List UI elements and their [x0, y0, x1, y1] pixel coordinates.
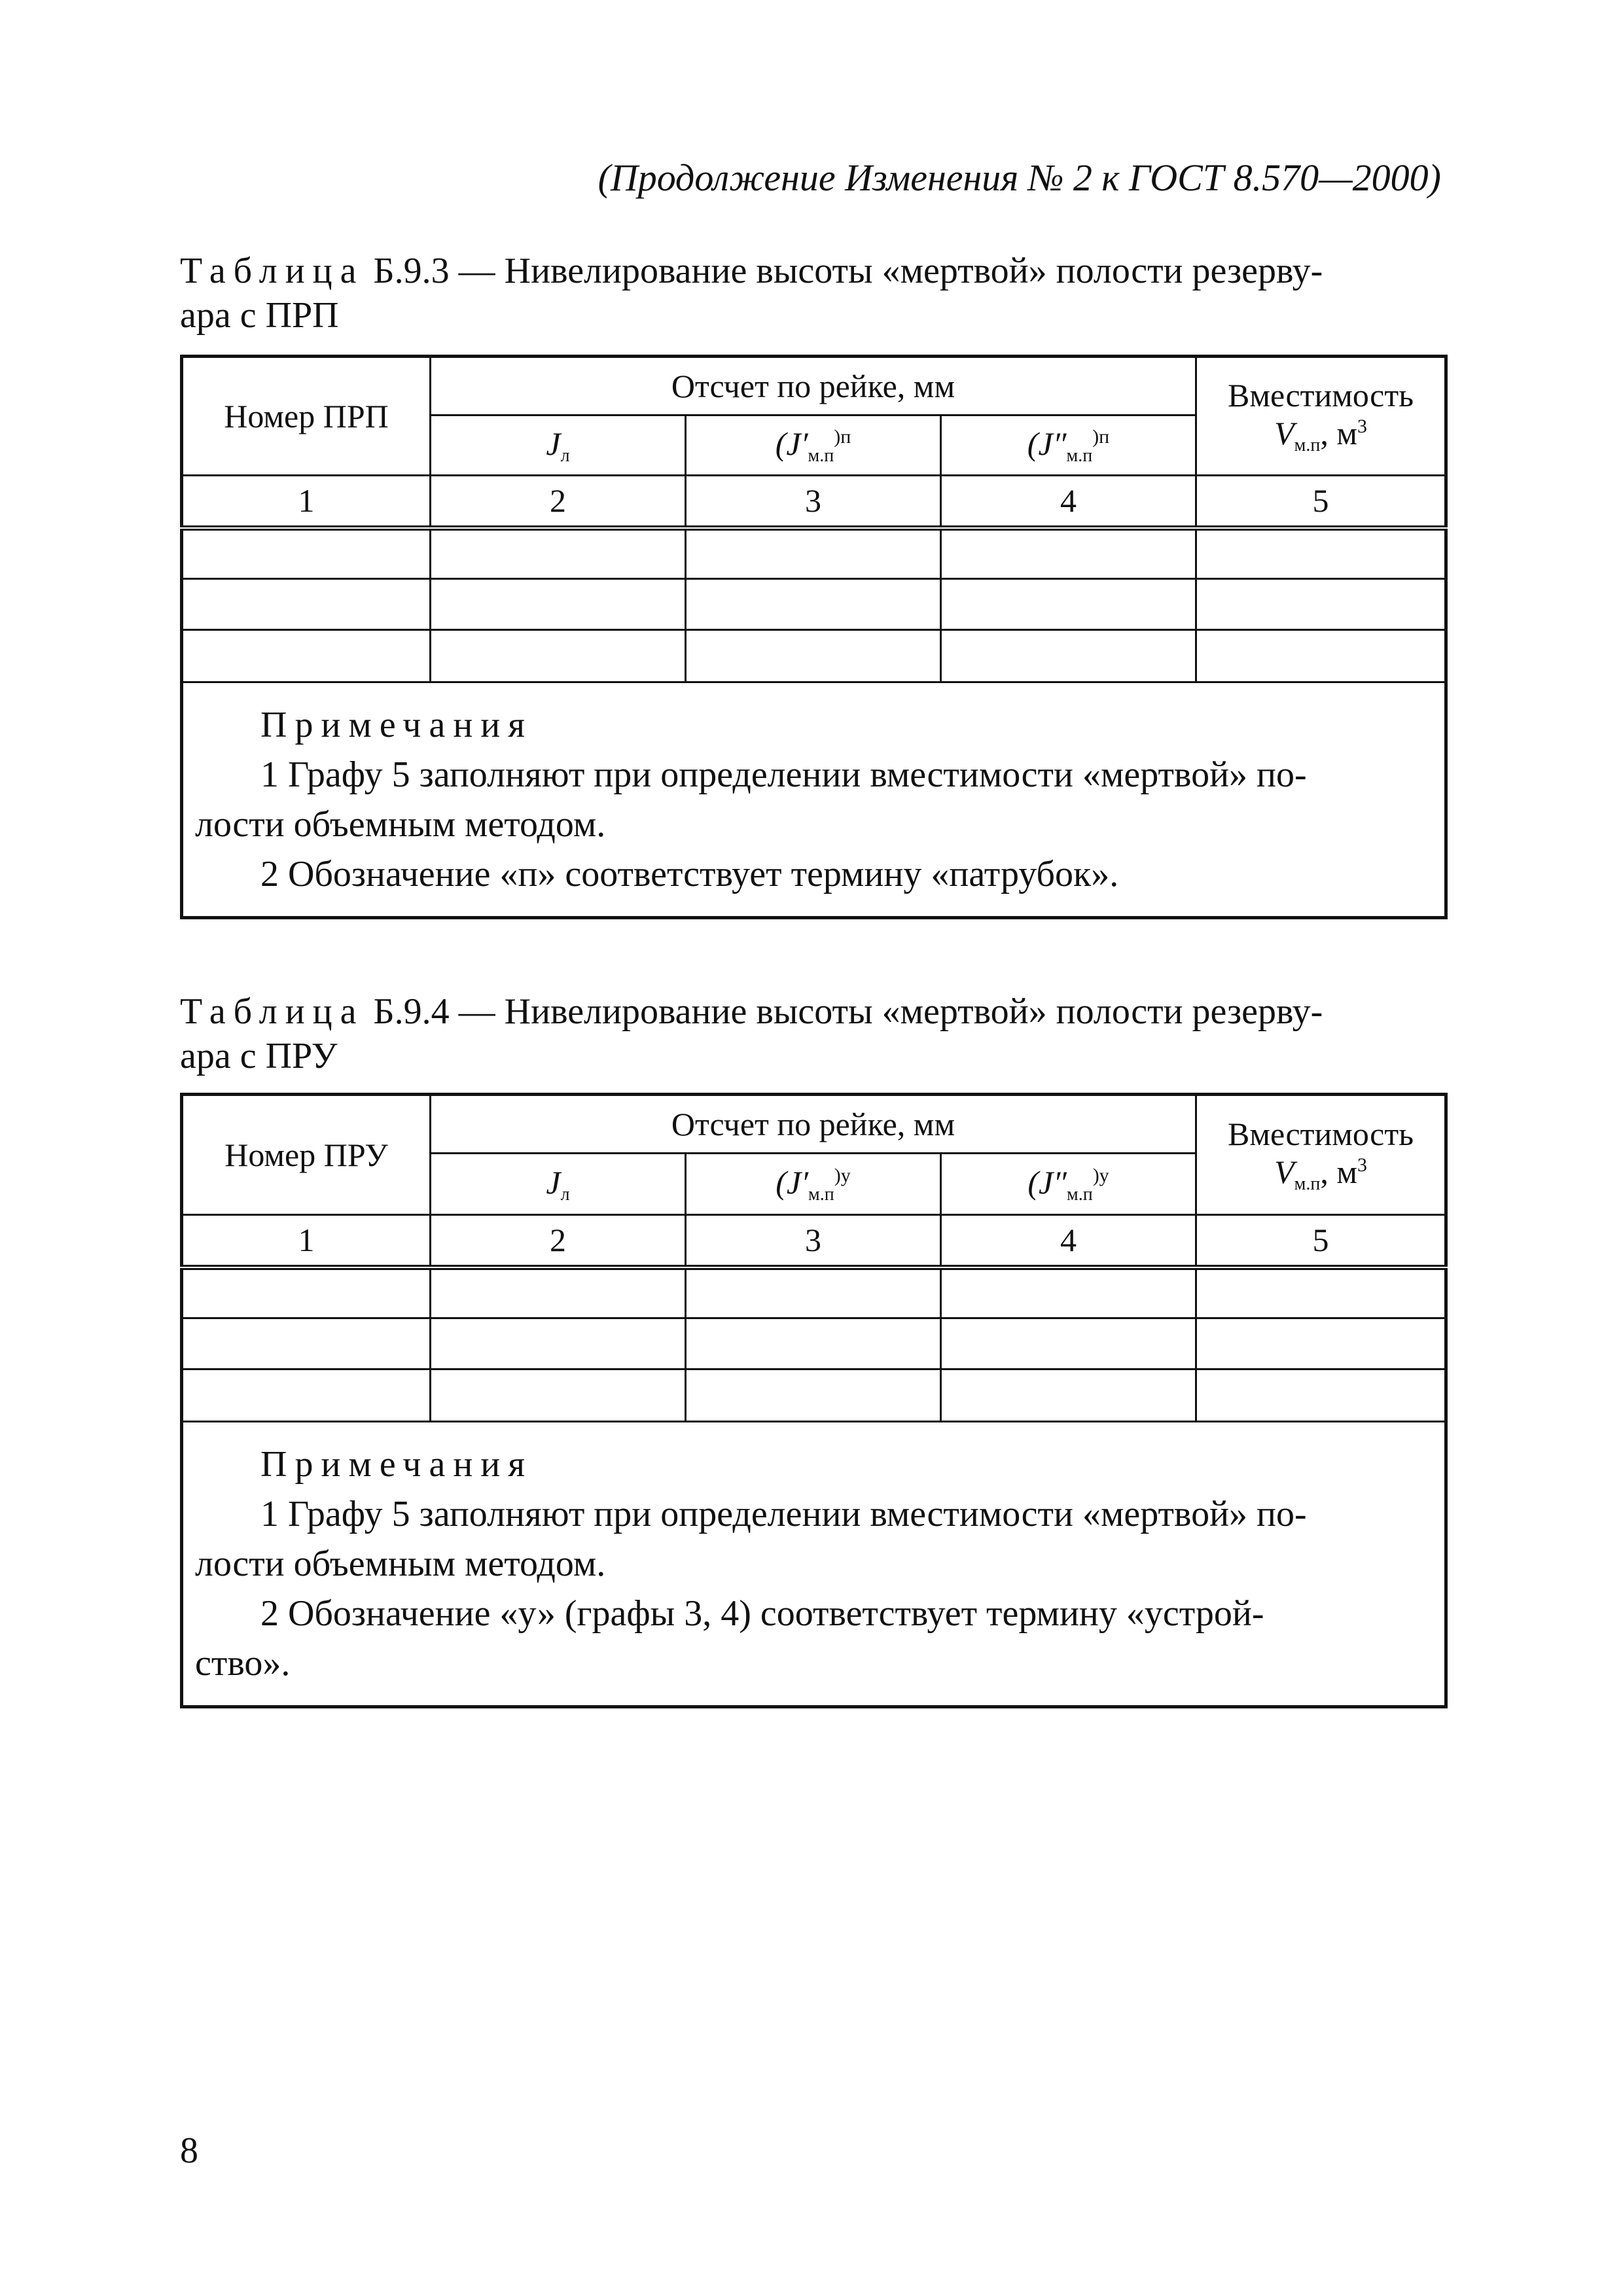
- table1-caption-text: Б.9.3 — Нивелирование высоты «мертвой» полости резерву-: [373, 251, 1323, 291]
- table1-notes: [182, 682, 1446, 918]
- table2-empty-row: [182, 1318, 1446, 1369]
- table1-subheader-j2: ($J''_{м.п}^{)п}$: [941, 415, 1196, 476]
- table1-note1: 1 Графу 5 заполняют при определении вместимости «мертвой» по-: [260, 754, 1307, 795]
- table1-colnum: 4: [941, 476, 1196, 528]
- table1-empty-row: [182, 528, 1446, 579]
- table2-empty-row: [182, 1369, 1446, 1422]
- table2-caption: [180, 989, 1443, 1078]
- table2-colnum: 3: [686, 1215, 941, 1267]
- table1-colnum: 3: [686, 476, 941, 528]
- table2-header-reading: Отсчет по рейке, мм: [431, 1095, 1196, 1154]
- table2-colnum: 4: [941, 1215, 1196, 1267]
- table2-colnum: 5: [1196, 1215, 1446, 1267]
- table1-colnum: 1: [182, 476, 431, 528]
- table2: [180, 1093, 1448, 1708]
- table1-header-reading: Отсчет по рейке, мм: [431, 357, 1196, 415]
- table1-notes-title: Примечания: [260, 705, 533, 745]
- table1-header-number: Номер ПРП: [182, 357, 431, 476]
- table1-note1-cont: лости объемным методом.: [195, 804, 606, 845]
- table1-capacity-unit: , м: [1320, 415, 1357, 451]
- table1-empty-row: [182, 630, 1446, 682]
- table1-subheader-j1: ($J'_{м.п}^{)п}$: [686, 415, 941, 476]
- table1-capacity-sub: м.п: [1294, 435, 1321, 455]
- table2-caption-line2: ара с ПРУ: [180, 1036, 338, 1076]
- table1-caption-line2: ара с ПРП: [180, 295, 339, 336]
- table1-subheader-j: $J_л$: [431, 415, 686, 476]
- table2-subheader-j: $J_л$: [431, 1154, 686, 1215]
- table1-colnum: 5: [1196, 476, 1446, 528]
- table2-capacity-label: Вместимость: [1228, 1116, 1414, 1152]
- page-header: (Продолжение Изменения № 2 к ГОСТ 8.570—2000): [597, 156, 1441, 199]
- table2-subheader-j1: ($J'_{м.п}^{)у}$: [686, 1154, 941, 1215]
- table2-empty-row: [182, 1267, 1446, 1318]
- table2-header-number: Номер ПРУ: [182, 1095, 431, 1215]
- table2-notes-title: Примечания: [260, 1444, 533, 1485]
- table2-capacity-sub: м.п: [1294, 1174, 1321, 1194]
- table2-capacity-unit-sup: 3: [1357, 1154, 1367, 1176]
- table2-note1-cont: лости объемным методом.: [195, 1544, 606, 1584]
- table1-header-capacity: [1196, 357, 1446, 476]
- table2-note1: 1 Графу 5 заполняют при определении вместимости «мертвой» по-: [260, 1494, 1307, 1534]
- table2-subheader-j2: ($J''_{м.п}^{)у}$: [941, 1154, 1196, 1215]
- table1: [180, 355, 1448, 919]
- table1-empty-row: [182, 579, 1446, 630]
- table2-notes: [182, 1422, 1446, 1707]
- table2-capacity-unit: , м: [1320, 1154, 1357, 1190]
- table2-colnum: 1: [182, 1215, 431, 1267]
- table1-caption-word: Таблица: [180, 251, 365, 291]
- table2-caption-text: Б.9.4 — Нивелирование высоты «мертвой» полости резерву-: [373, 991, 1323, 1032]
- table1-colnum: 2: [431, 476, 686, 528]
- table1-note2: 2 Обозначение «п» соответствует термину «патрубок».: [260, 854, 1119, 894]
- page-number: 8: [180, 2130, 198, 2171]
- table2-colnum: 2: [431, 1215, 686, 1267]
- table2-header-capacity: [1196, 1095, 1446, 1215]
- table1-capacity-label: Вместимость: [1228, 377, 1414, 414]
- table2-caption-word: Таблица: [180, 991, 365, 1032]
- table2-note2-cont: ство».: [195, 1643, 291, 1684]
- table2-note2: 2 Обозначение «у» (графы 3, 4) соответствует термину «устрой-: [260, 1593, 1264, 1634]
- table1-capacity-unit-sup: 3: [1357, 415, 1367, 437]
- table1-caption: [180, 249, 1443, 338]
- table1-capacity-symbol: V: [1274, 415, 1294, 451]
- table2-capacity-symbol: V: [1274, 1154, 1294, 1190]
